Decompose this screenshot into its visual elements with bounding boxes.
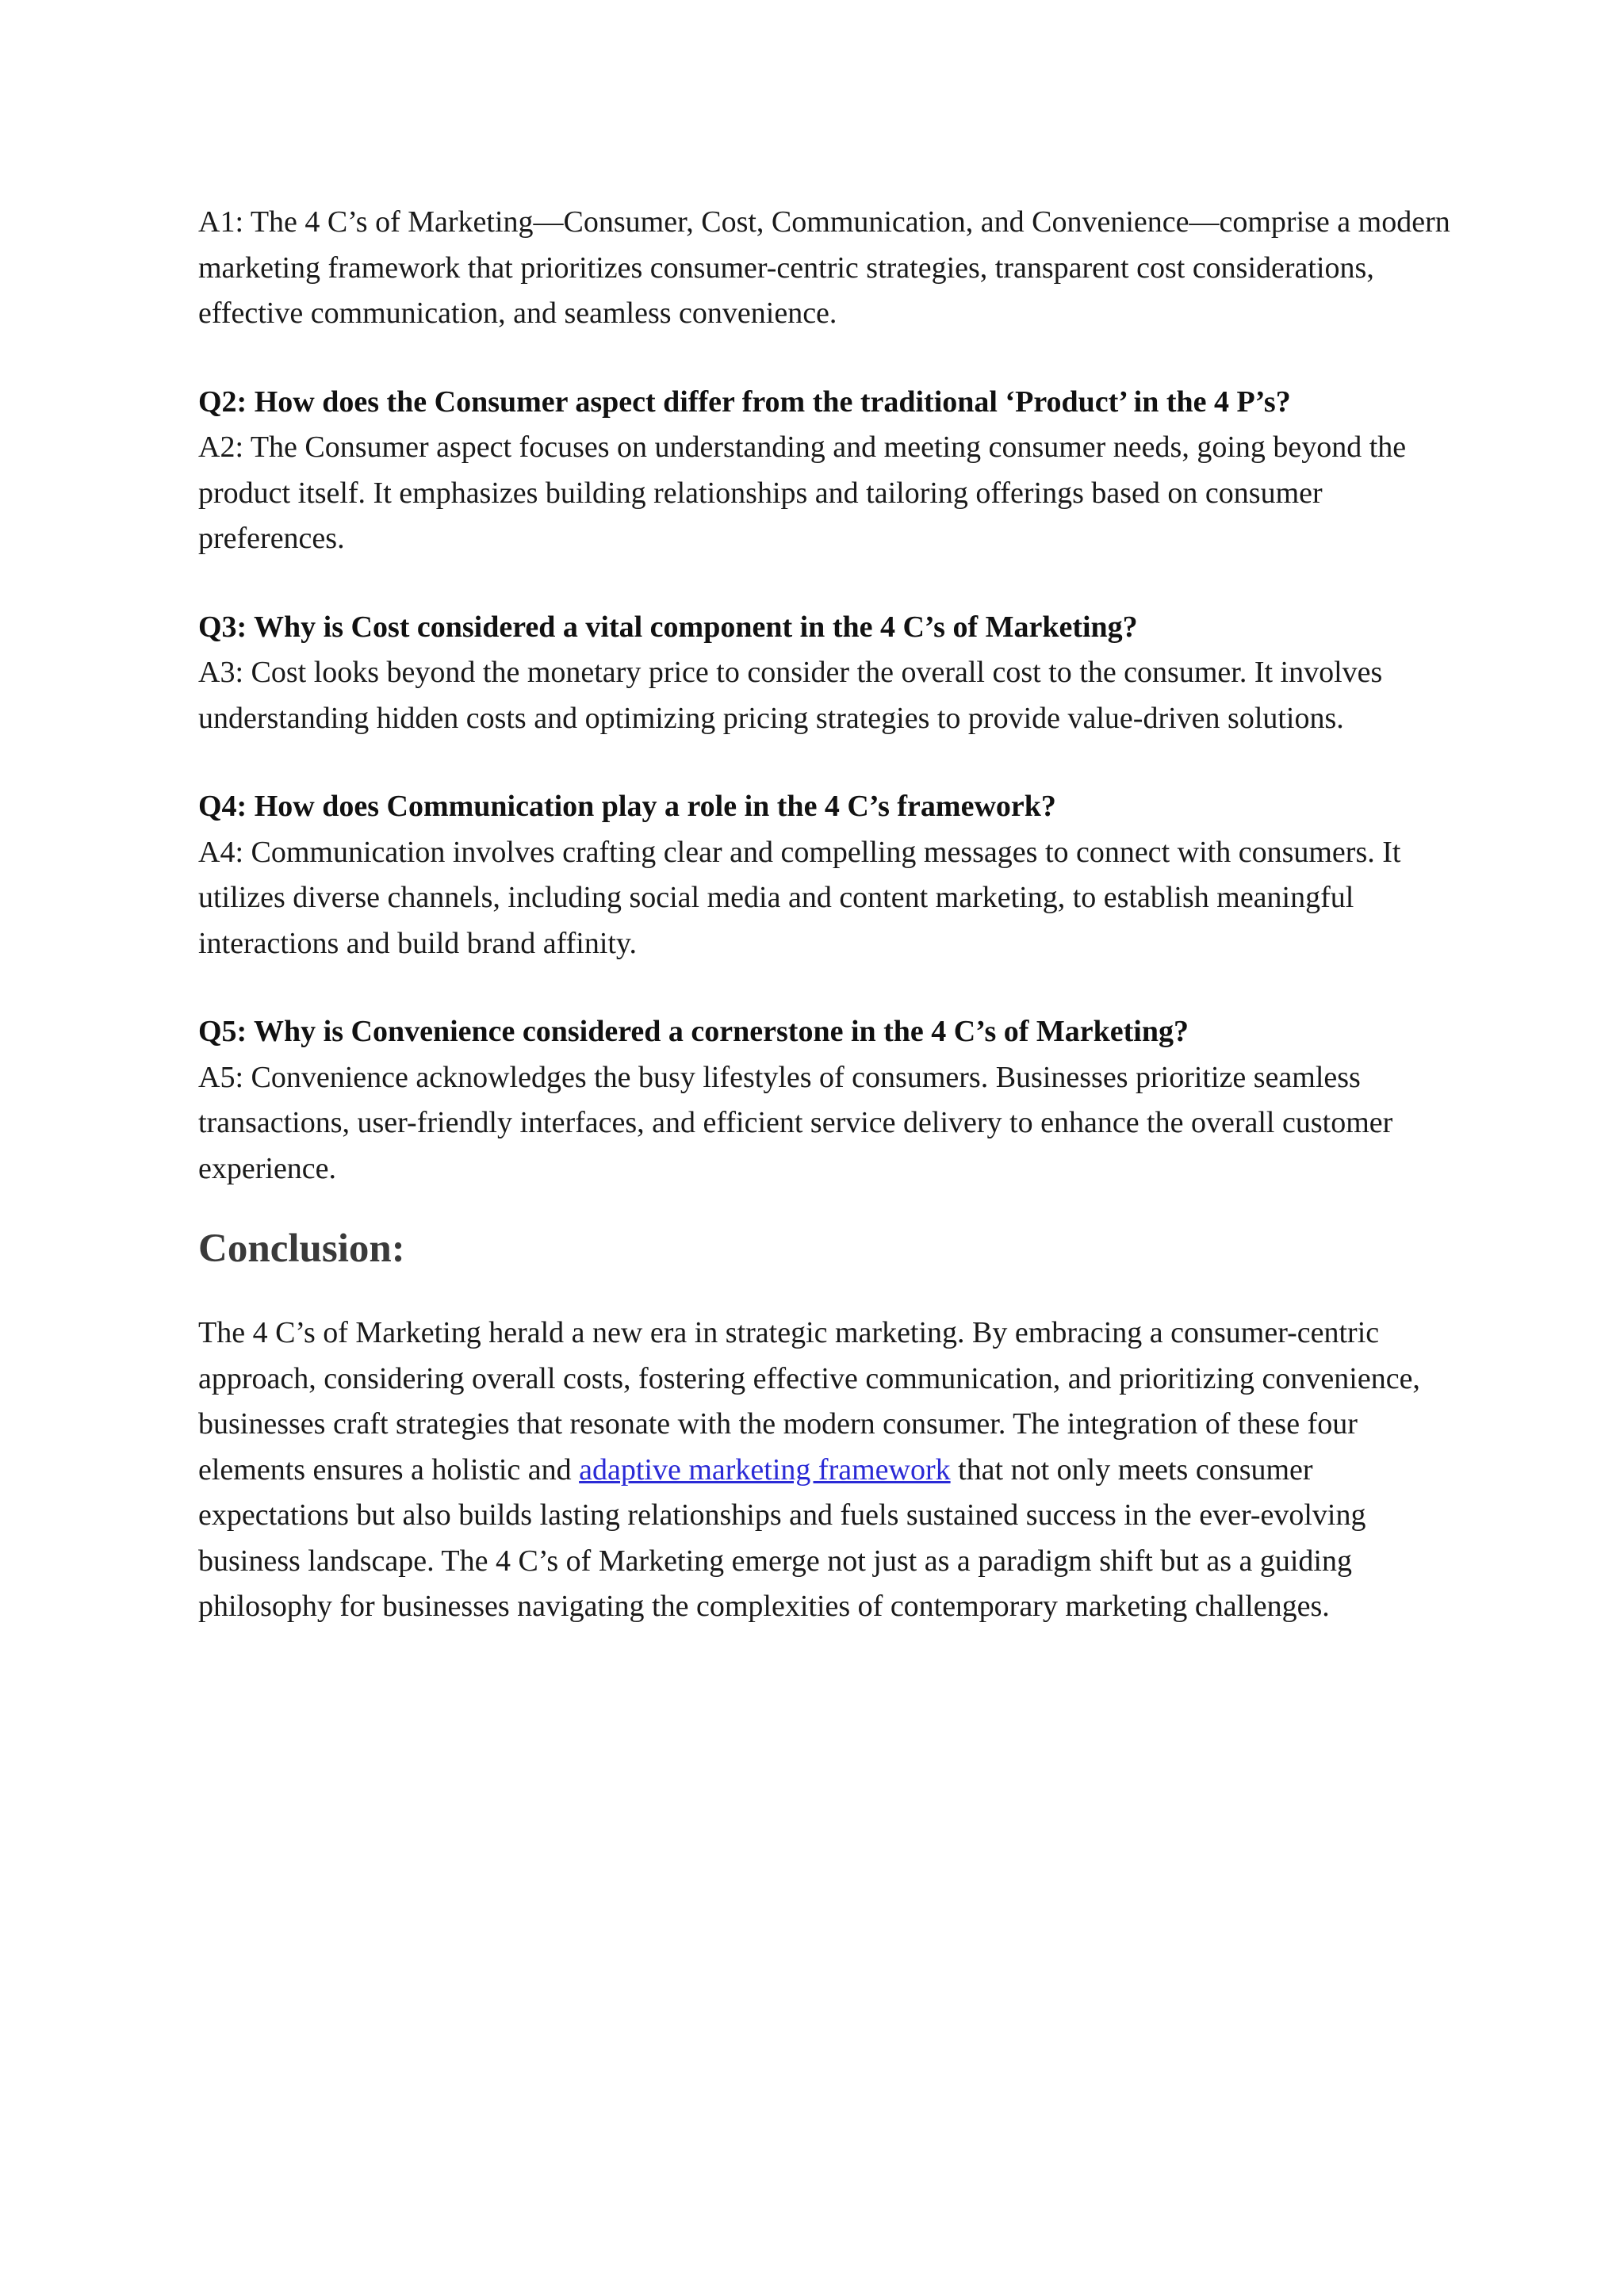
faq-item-4 [198, 784, 1451, 966]
faq-item-2 [198, 380, 1451, 562]
conclusion-heading: Conclusion: [198, 1226, 405, 1271]
conclusion-text-after-link: that not only meets consumer expectations but also builds lasting relationships and fuels sustained success in the ever-evolving business landscape. The 4 C’s of Marketing emerge not just as a paradigm shift but as a guiding philosophy for businesses navigating the complexities of contemporary marketing challenges. [198, 1452, 1366, 1623]
faq-answer-4: A4: Communication involves crafting clear and compelling messages to connect with consumers. It utilizes diverse channels, including social media and content marketing, to establish meaningful interactions and build brand affinity. [198, 835, 1401, 960]
faq-question-3: Q3: Why is Cost considered a vital component in the 4 C’s of Marketing? [198, 610, 1138, 644]
document-content [198, 200, 1451, 1630]
faq-item-3 [198, 605, 1451, 742]
faq-answer-5: A5: Convenience acknowledges the busy lifestyles of consumers. Businesses prioritize seamless transactions, user-friendly interfaces, and efficient service delivery to enhance the overall customer experience. [198, 1060, 1393, 1185]
conclusion-text-before-link: The 4 C’s of Marketing herald a new era in strategic marketing. By embracing a consumer-centric approach, considering overall costs, fostering effective communication, and prioritizing convenience, businesses craft strategies that resonate with the modern consumer. The integration of these four elements ensures a holistic and [198, 1316, 1420, 1487]
faq-answer-1: A1: The 4 C’s of Marketing—Consumer, Cost, Communication, and Convenience—comprise a modern marketing framework that prioritizes consumer-centric strategies, transparent cost considerations, effective communication, and seamless convenience. [198, 205, 1450, 330]
faq-item-1 [198, 200, 1451, 337]
conclusion-paragraph [198, 1311, 1451, 1630]
faq-question-4: Q4: How does Communication play a role in the 4 C’s framework? [198, 790, 1056, 823]
faq-question-5: Q5: Why is Convenience considered a cornerstone in the 4 C’s of Marketing? [198, 1015, 1189, 1048]
faq-answer-2: A2: The Consumer aspect focuses on understanding and meeting consumer needs, going beyond the product itself. It emphasizes building relationships and tailoring offerings based on consumer preferences. [198, 430, 1407, 555]
adaptive-marketing-framework-link[interactable]: adaptive marketing framework [579, 1452, 951, 1487]
faq-question-2: Q2: How does the Consumer aspect differ from the traditional ‘Product’ in the 4 P’s? [198, 385, 1291, 419]
faq-answer-3: A3: Cost looks beyond the monetary price to consider the overall cost to the consumer. It involves understanding hidden costs and optimizing pricing strategies to provide value-driven solutions. [198, 656, 1383, 735]
faq-item-5 [198, 1009, 1451, 1192]
